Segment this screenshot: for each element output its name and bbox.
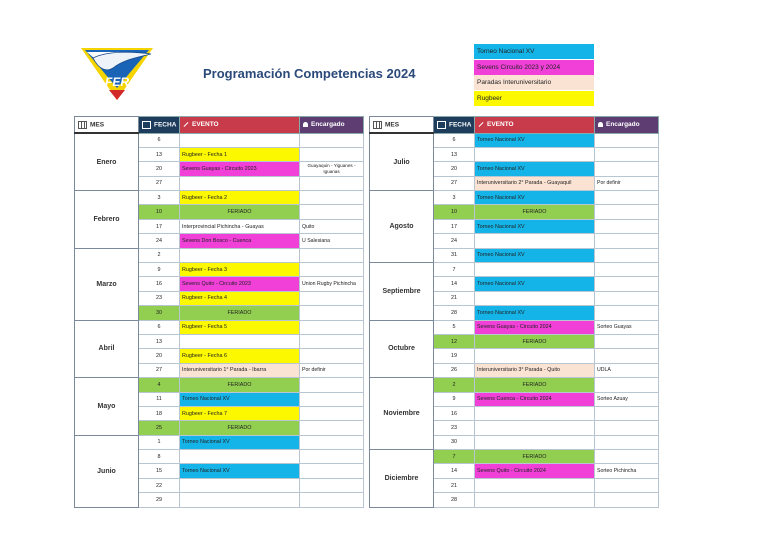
encargado-cell	[595, 406, 659, 420]
date-cell: 26	[434, 363, 475, 377]
encargado-cell	[300, 334, 364, 348]
date-cell: 20	[434, 162, 475, 176]
legend-item: Torneo Nacional XV	[474, 44, 594, 59]
date-cell: 31	[434, 248, 475, 262]
header-mes	[370, 117, 434, 134]
encargado-cell	[595, 478, 659, 492]
header-fecha-label: FECHA	[154, 121, 177, 129]
encargado-cell	[595, 450, 659, 464]
event-cell	[475, 493, 595, 507]
header-encargado	[595, 117, 659, 134]
event-cell: Rugbeer - Fecha 4	[180, 291, 300, 305]
date-cell: 19	[434, 349, 475, 363]
encargado-cell	[300, 306, 364, 320]
event-cell	[475, 291, 595, 305]
table-icon	[373, 121, 382, 129]
date-cell: 28	[434, 493, 475, 507]
month-cell: Marzo	[75, 248, 139, 320]
legend	[474, 44, 594, 106]
event-cell	[475, 234, 595, 248]
event-cell	[180, 334, 300, 348]
event-cell: FERIADO	[180, 205, 300, 219]
encargado-cell	[300, 378, 364, 392]
event-cell: FERIADO	[475, 378, 595, 392]
date-cell: 9	[139, 263, 180, 277]
event-cell	[475, 406, 595, 420]
event-cell: Sevens Quito - Circuito 2024	[475, 464, 595, 478]
month-cell: Julio	[370, 133, 434, 191]
page-title: Programación Competencias 2024	[203, 66, 416, 81]
logo-text: FER	[105, 75, 129, 89]
date-cell: 15	[139, 464, 180, 478]
table-row	[75, 191, 364, 205]
date-cell: 23	[434, 421, 475, 435]
event-cell	[180, 133, 300, 147]
date-cell: 13	[434, 147, 475, 161]
event-cell: Torneo Nacional XV	[180, 392, 300, 406]
event-cell: Interuniversitario 1° Parada - Ibarra	[180, 363, 300, 377]
event-cell: Rugbeer - Fecha 6	[180, 349, 300, 363]
date-cell: 13	[139, 334, 180, 348]
encargado-cell: Por definir	[300, 363, 364, 377]
event-cell	[475, 478, 595, 492]
table-row	[370, 263, 659, 277]
event-cell: FERIADO	[475, 450, 595, 464]
table-row	[370, 378, 659, 392]
encargado-cell	[300, 133, 364, 147]
event-cell: Sevens Quito - Circuito 2023	[180, 277, 300, 291]
header-evento-label: EVENTO	[192, 121, 219, 129]
event-cell	[475, 349, 595, 363]
encargado-cell	[300, 191, 364, 205]
pencil-icon	[479, 122, 484, 127]
date-cell: 28	[434, 306, 475, 320]
legend-item: Sevens Circuito 2023 y 2024	[474, 60, 594, 75]
encargado-cell	[300, 320, 364, 334]
table-row	[370, 320, 659, 334]
legend-item: Rugbeer	[474, 91, 594, 106]
event-cell: Torneo Nacional XV	[475, 191, 595, 205]
encargado-cell: UDLA	[595, 363, 659, 377]
date-cell: 10	[139, 205, 180, 219]
event-cell: Interuniversitario 3° Parada - Quito	[475, 363, 595, 377]
date-cell: 23	[139, 291, 180, 305]
date-cell: 18	[139, 406, 180, 420]
event-cell: Interprovincial Pichincha - Guayas	[180, 219, 300, 233]
event-cell: Torneo Nacional XV	[475, 219, 595, 233]
encargado-cell	[595, 421, 659, 435]
event-cell: Torneo Nacional XV	[180, 435, 300, 449]
event-cell: Sevens Cuenca - Circuito 2024	[475, 392, 595, 406]
encargado-cell	[595, 133, 659, 147]
event-cell	[180, 478, 300, 492]
encargado-cell	[595, 162, 659, 176]
month-cell: Mayo	[75, 378, 139, 436]
table-row	[370, 191, 659, 205]
date-cell: 20	[139, 162, 180, 176]
event-cell: Sevens Guayas - Circuito 2024	[475, 320, 595, 334]
date-cell: 29	[139, 493, 180, 507]
person-icon	[598, 122, 603, 127]
date-cell: 9	[434, 392, 475, 406]
encargado-cell	[595, 234, 659, 248]
calendar-icon	[142, 121, 151, 129]
month-cell: Abril	[75, 320, 139, 378]
encargado-cell	[595, 191, 659, 205]
date-cell: 10	[434, 205, 475, 219]
month-cell: Febrero	[75, 191, 139, 249]
table-row	[75, 248, 364, 262]
date-cell: 12	[434, 334, 475, 348]
date-cell: 24	[139, 234, 180, 248]
table-row	[370, 133, 659, 147]
encargado-cell	[300, 147, 364, 161]
event-cell	[180, 450, 300, 464]
encargado-cell: Quito	[300, 219, 364, 233]
encargado-cell	[595, 291, 659, 305]
date-cell: 21	[434, 291, 475, 305]
header-evento-label: EVENTO	[487, 121, 514, 129]
encargado-cell	[300, 349, 364, 363]
date-cell: 2	[434, 378, 475, 392]
encargado-cell	[300, 421, 364, 435]
date-cell: 22	[139, 478, 180, 492]
encargado-cell	[300, 450, 364, 464]
date-cell: 27	[434, 176, 475, 190]
date-cell: 21	[434, 478, 475, 492]
encargado-cell	[595, 205, 659, 219]
header-mes	[75, 117, 139, 134]
encargado-cell	[595, 349, 659, 363]
encargado-cell	[300, 263, 364, 277]
event-cell: Torneo Nacional XV	[475, 133, 595, 147]
calendar-icon	[437, 121, 446, 129]
table-row	[370, 450, 659, 464]
encargado-cell	[595, 334, 659, 348]
header-encargado-label: Encargado	[311, 121, 345, 129]
event-cell	[475, 147, 595, 161]
event-cell: Interuniversitario 2° Parada - Guayaquil	[475, 176, 595, 190]
date-cell: 1	[139, 435, 180, 449]
event-cell: FERIADO	[180, 306, 300, 320]
event-cell: Torneo Nacional XV	[475, 162, 595, 176]
table-row	[75, 435, 364, 449]
header-fecha	[434, 117, 475, 134]
table-row	[75, 133, 364, 147]
event-cell	[475, 263, 595, 277]
header-mes-label: MES	[385, 121, 400, 129]
encargado-cell	[300, 248, 364, 262]
header-encargado	[300, 117, 364, 134]
month-cell: Octubre	[370, 320, 434, 378]
encargado-cell: Sorteo Azuay	[595, 392, 659, 406]
header-evento	[180, 117, 300, 134]
event-cell: Torneo Nacional XV	[180, 464, 300, 478]
event-cell: Rugbeer - Fecha 3	[180, 263, 300, 277]
month-cell: Agosto	[370, 191, 434, 263]
event-cell: Torneo Nacional XV	[475, 277, 595, 291]
table-row	[75, 320, 364, 334]
date-cell: 7	[434, 263, 475, 277]
encargado-cell	[595, 147, 659, 161]
encargado-cell	[595, 378, 659, 392]
date-cell: 27	[139, 363, 180, 377]
date-cell: 27	[139, 176, 180, 190]
event-cell: Rugbeer - Fecha 2	[180, 191, 300, 205]
month-cell: Septiembre	[370, 263, 434, 321]
schedule-table-left	[74, 116, 364, 508]
event-cell: FERIADO	[180, 378, 300, 392]
encargado-cell	[300, 392, 364, 406]
date-cell: 17	[434, 219, 475, 233]
date-cell: 13	[139, 147, 180, 161]
table-icon	[78, 121, 87, 129]
encargado-cell	[300, 493, 364, 507]
encargado-cell: Guayaquin - Yiguanes - Iguanas	[300, 162, 364, 176]
table-row	[75, 378, 364, 392]
encargado-cell	[595, 277, 659, 291]
encargado-cell: Sorteo Guayas	[595, 320, 659, 334]
encargado-cell	[595, 435, 659, 449]
event-cell: Sevens Don Bosco - Cuenca	[180, 234, 300, 248]
encargado-cell	[300, 406, 364, 420]
encargado-cell	[300, 176, 364, 190]
date-cell: 2	[139, 248, 180, 262]
date-cell: 4	[139, 378, 180, 392]
date-cell: 7	[434, 450, 475, 464]
header-mes-label: MES	[90, 121, 105, 129]
schedule-table-right	[369, 116, 659, 508]
date-cell: 16	[434, 406, 475, 420]
event-cell	[475, 435, 595, 449]
date-cell: 16	[139, 277, 180, 291]
event-cell: FERIADO	[475, 205, 595, 219]
month-cell: Junio	[75, 435, 139, 507]
date-cell: 14	[434, 277, 475, 291]
date-cell: 24	[434, 234, 475, 248]
date-cell: 3	[434, 191, 475, 205]
encargado-cell	[300, 464, 364, 478]
encargado-cell: Sorteo Pichincha	[595, 464, 659, 478]
event-cell: FERIADO	[475, 334, 595, 348]
legend-item: Paradas Interuniversitario	[474, 75, 594, 90]
date-cell: 6	[139, 133, 180, 147]
event-cell	[180, 176, 300, 190]
event-cell: FERIADO	[180, 421, 300, 435]
header-evento	[475, 117, 595, 134]
encargado-cell	[300, 478, 364, 492]
month-cell: Enero	[75, 133, 139, 191]
month-cell: Noviembre	[370, 378, 434, 450]
date-cell: 17	[139, 219, 180, 233]
encargado-cell	[300, 205, 364, 219]
encargado-cell	[595, 306, 659, 320]
header-fecha	[139, 117, 180, 134]
encargado-cell: Por definir	[595, 176, 659, 190]
event-cell: Rugbeer - Fecha 5	[180, 320, 300, 334]
encargado-cell: Union Rugby Pichincha	[300, 277, 364, 291]
event-cell: Rugbeer - Fecha 1	[180, 147, 300, 161]
encargado-cell	[595, 263, 659, 277]
encargado-cell: U Salesiana	[300, 234, 364, 248]
date-cell: 11	[139, 392, 180, 406]
header-encargado-label: Encargado	[606, 121, 640, 129]
date-cell: 25	[139, 421, 180, 435]
header-fecha-label: FECHA	[449, 121, 472, 129]
event-cell	[180, 493, 300, 507]
date-cell: 3	[139, 191, 180, 205]
date-cell: 30	[139, 306, 180, 320]
encargado-cell	[595, 248, 659, 262]
event-cell: Torneo Nacional XV	[475, 306, 595, 320]
month-cell: Diciembre	[370, 450, 434, 508]
event-cell	[180, 248, 300, 262]
encargado-cell	[595, 493, 659, 507]
fer-logo	[79, 44, 155, 102]
date-cell: 30	[434, 435, 475, 449]
date-cell: 14	[434, 464, 475, 478]
event-cell: Sevens Guayas - Circuito 2023	[180, 162, 300, 176]
encargado-cell	[300, 435, 364, 449]
encargado-cell	[595, 219, 659, 233]
date-cell: 20	[139, 349, 180, 363]
event-cell: Rugbeer - Fecha 7	[180, 406, 300, 420]
encargado-cell	[300, 291, 364, 305]
date-cell: 6	[139, 320, 180, 334]
person-icon	[303, 122, 308, 127]
date-cell: 5	[434, 320, 475, 334]
pencil-icon	[184, 122, 189, 127]
date-cell: 6	[434, 133, 475, 147]
event-cell: Torneo Nacional XV	[475, 248, 595, 262]
date-cell: 8	[139, 450, 180, 464]
event-cell	[475, 421, 595, 435]
